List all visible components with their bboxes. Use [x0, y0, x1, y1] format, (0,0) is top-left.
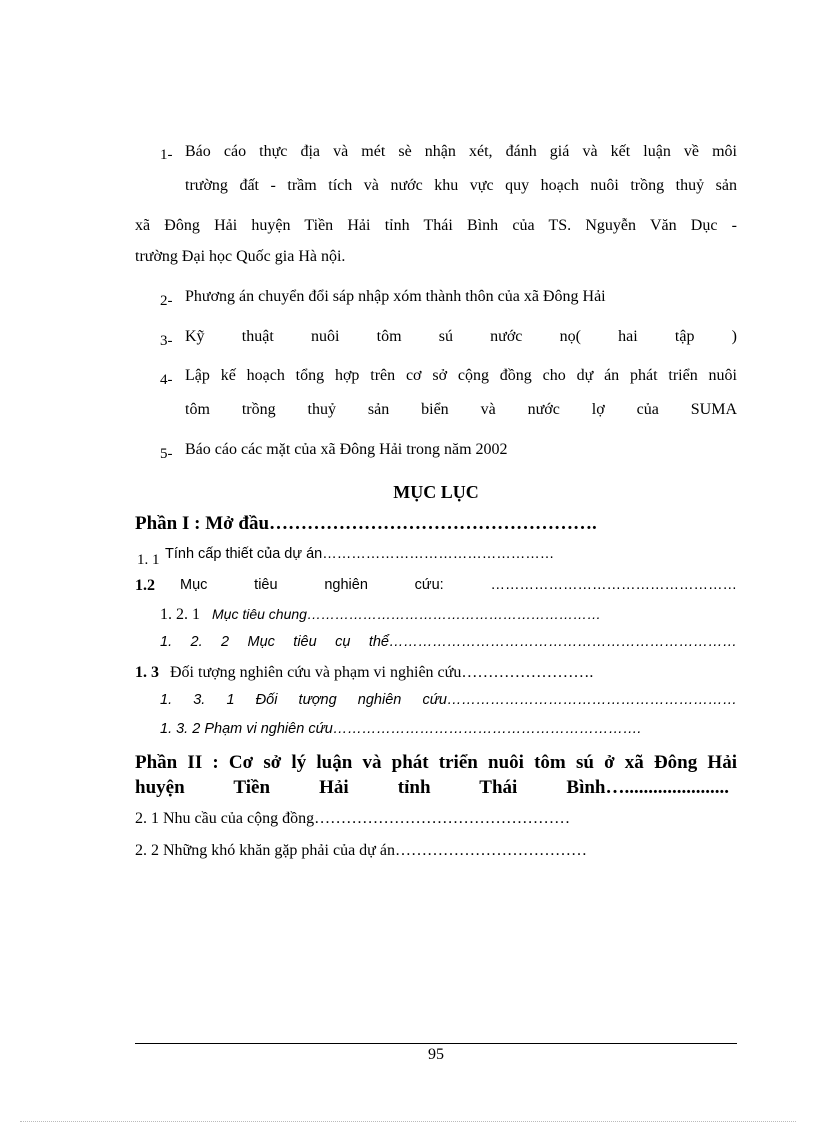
toc-section-number: 1. 3: [135, 664, 159, 681]
page-number: 95: [428, 1046, 444, 1063]
list-item: Kỹ thuật nuôi tôm sú nước nọ( hai tập ): [185, 328, 737, 345]
toc-part-2-continuation[interactable]: huyện Tiền Hải tỉnh Thái Bình…......................: [135, 777, 729, 798]
toc-part-1[interactable]: Phần I : Mở đầu…………………………………………….: [135, 513, 597, 534]
toc-entry-1-1[interactable]: Tính cấp thiết của dự án…………………………………………: [165, 546, 555, 562]
footer-divider: [135, 1043, 737, 1044]
list-item-continuation: trường Đại học Quốc gia Hà nội.: [135, 248, 346, 265]
toc-entry-1-3-1[interactable]: 1. 3. 1 Đối tượng nghiên cứu……………………………………………………: [160, 692, 737, 708]
list-number: 3-: [160, 333, 173, 349]
toc-section-number: 1. 1: [137, 552, 160, 568]
toc-entry-1-2[interactable]: Mục tiêu nghiên cứu: ……………………………………………: [180, 577, 737, 593]
list-item: Phương án chuyển đổi sáp nhập xóm thành thôn của xã Đông Hải: [185, 288, 606, 305]
list-number: 4-: [160, 372, 173, 388]
list-number: 2-: [160, 293, 173, 309]
list-number: 1-: [160, 147, 173, 163]
list-item-continuation: tôm trồng thuỷ sản biển và nước lợ của SUMA: [185, 401, 737, 418]
list-item-continuation: xã Đông Hải huyện Tiền Hải tỉnh Thái Bình của TS. Nguyễn Văn Dục -: [135, 217, 737, 234]
page-edge-divider: [20, 1121, 796, 1122]
list-item: Lập kế hoạch tổng hợp trên cơ sở cộng đồng cho dự án phát triển nuôi: [185, 367, 737, 384]
toc-part-2[interactable]: Phần II : Cơ sở lý luận và phát triển nuôi tôm sú ở xã Đông Hải: [135, 752, 737, 773]
list-number: 5-: [160, 446, 173, 462]
list-item: Báo cáo các mặt của xã Đông Hải trong năm 2002: [185, 441, 508, 458]
list-item: Báo cáo thực địa và mét sè nhận xét, đánh giá và kết luận về môi: [185, 143, 737, 160]
toc-entry-1-2-2[interactable]: 1. 2. 2 Mục tiêu cụ thể………………………………………………………………: [160, 634, 737, 650]
toc-section-number: 1. 2. 1: [160, 606, 200, 623]
toc-entry-1-3-2[interactable]: 1. 3. 2 Phạm vi nghiên cứu……………………………………………………….: [160, 721, 642, 737]
toc-entry-1-2-1[interactable]: Mục tiêu chung………………………………………………………: [212, 606, 601, 622]
toc-entry-1-3[interactable]: Đối tượng nghiên cứu và phạm vi nghiên cứu…………………….: [170, 664, 594, 681]
toc-section-number: 1.2: [135, 577, 155, 594]
toc-title: MỤC LỤC: [393, 482, 479, 502]
toc-entry-2-1[interactable]: 2. 1 Nhu cầu của cộng đồng…………………………………………: [135, 810, 571, 827]
toc-entry-2-2[interactable]: 2. 2 Những khó khăn gặp phải của dự án………………………………: [135, 842, 587, 859]
list-item-continuation: trường đất - trầm tích và nước khu vực quy hoạch nuôi trồng thuỷ sản: [185, 177, 737, 194]
